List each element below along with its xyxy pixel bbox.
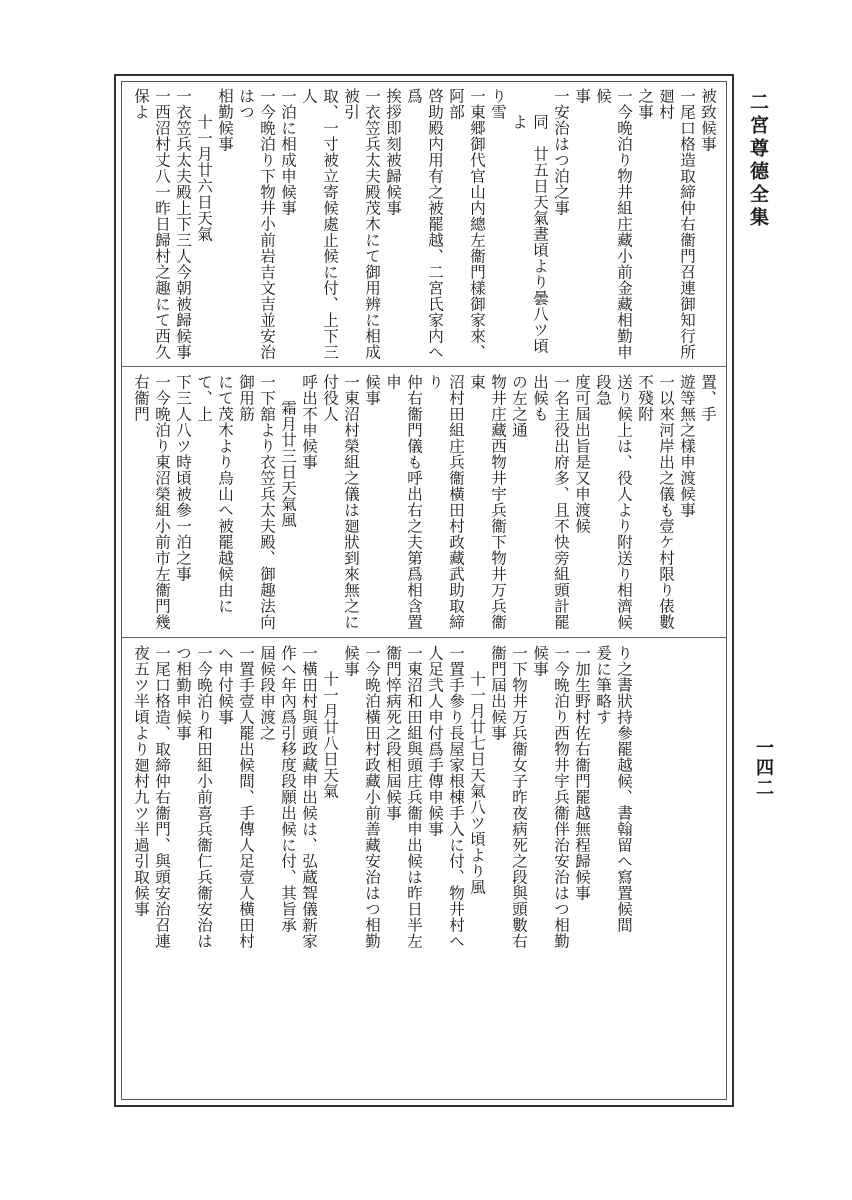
text-column: 沼村田組庄兵衞橫田村政藏武助取締り xyxy=(426,374,465,630)
text-column: 十一月廿六日天氣 xyxy=(195,114,213,242)
text-column: 爰に筆略す xyxy=(594,645,612,725)
text-column: 啓助殿内用有之被罷越、二宮氏家内へ爲 xyxy=(405,88,444,360)
text-column: 候事 xyxy=(363,374,381,406)
text-column: 相勤候事 xyxy=(216,88,234,152)
text-column: 送り候上は、役人より附送り相濟候段急 xyxy=(594,374,633,630)
text-column: 一西沼村丈八一昨日歸村之趣にて西久保よ xyxy=(132,88,171,360)
text-column: 一泊に相成申候事 xyxy=(279,88,297,216)
text-column: 霜月廿三日天氣風 xyxy=(279,400,297,528)
band-columns xyxy=(130,645,634,1095)
text-column: 下三人八ツ時頃被參一泊之事 xyxy=(174,374,192,582)
text-column: 一下舘より衣笠兵太夫殿、御趣法向御用筋 xyxy=(237,374,276,630)
text-column: 夜五ツ半頃より廻村九ツ半過引取候事 xyxy=(132,645,150,917)
text-column: 一今晩泊り東沼榮組小前市左衞門幾右衞門 xyxy=(132,374,171,630)
text-column: 事 xyxy=(573,88,591,104)
text-column: 物井庄藏西物井宇兵衞下物井万兵衞東 xyxy=(468,374,507,630)
text-column: 一安治はつ泊之事 xyxy=(552,88,570,216)
text-column: 一衣笠兵太夫殿茂木にて御用辨に相成被引 xyxy=(342,88,381,360)
band-divider xyxy=(122,366,726,367)
text-column: 一東沼和田組與頭庄兵衞申出候は昨日半左 xyxy=(405,645,423,949)
text-column: 仲右衞門儀も呼出右之夫第爲相含置申 xyxy=(384,374,423,630)
text-column: 一衣笠兵太夫殿上下三人今朝被歸候事 xyxy=(174,88,192,360)
text-column: 挨拶即刻被歸候事 xyxy=(384,88,402,216)
text-column: 十一月廿八日天氣 xyxy=(321,671,339,799)
text-column: 一尾口格造取締仲右衞門召連御知行所廻村 xyxy=(657,88,696,360)
band-columns xyxy=(130,374,718,631)
text-column: 作へ年內爲引移度段願出候に付、其旨承 xyxy=(279,645,297,933)
text-column: つ相勤申候事 xyxy=(174,645,192,741)
text-column: 遊等無之樣申渡候事 xyxy=(678,374,696,518)
text-frame xyxy=(114,74,734,1107)
text-column: の左之通 xyxy=(510,374,528,438)
text-column: 一東沼村榮組之儀は廻狀到來無之に付役人 xyxy=(321,374,360,630)
text-column: 一今晩泊り物井組庄藏小前金藏相勤申候 xyxy=(594,88,633,360)
text-column: り之書狀持參罷越候、書翰留へ寫置候間 xyxy=(615,645,633,933)
text-column: 度可屆出旨是又申渡候 xyxy=(573,374,591,534)
text-column: 一名主役出府多、且不快旁組頭計罷出候も xyxy=(531,374,570,630)
text-column: にて茂木より烏山へ被罷越候由にて、上 xyxy=(195,374,234,614)
page-number: 一四二 xyxy=(753,738,774,798)
text-band-bottom xyxy=(130,645,718,1095)
band-columns xyxy=(130,88,718,360)
text-column: 一下物井万兵衞女子昨夜病死之段與頭數右 xyxy=(510,645,528,949)
text-column: 一橫田村與頭政藏申出候は、弘蔵聟儀新家 xyxy=(300,645,318,949)
text-column: 之事 xyxy=(636,88,654,120)
text-column: 一置手參り長屋家根棟手入に付、物井村へ xyxy=(447,645,465,949)
text-column: 屆候段申渡之 xyxy=(258,645,276,741)
text-column: 候事 xyxy=(342,645,360,677)
text-column: 一今晩泊り下物井小前岩吉文吉並安治はつ xyxy=(237,88,276,360)
text-column: 衞門悴病死之段相屆候事 xyxy=(384,645,402,821)
text-column: 一今晩泊り西物井宇兵衞伴治安治はつ相勤 xyxy=(552,645,570,949)
text-column: 置、手 xyxy=(699,374,717,422)
text-band-top xyxy=(130,88,718,360)
text-column: 人足弐人申付爲手傳申候事 xyxy=(426,645,444,837)
text-column: 被致候事 xyxy=(699,88,717,152)
text-band-middle xyxy=(130,374,718,631)
text-column: 呼出不申候事 xyxy=(300,374,318,470)
text-column: 取、一寸被立寄候處止候に付、上下三人 xyxy=(300,88,339,360)
text-column: 同 廿五日天氣晝頃より曇八ツ頃よ xyxy=(510,114,549,354)
text-column: 衞門屆出候事 xyxy=(489,645,507,741)
text-column: へ申付候事 xyxy=(216,645,234,725)
text-column: 一今晩泊橫田村政藏小前善藏安治はつ相勤 xyxy=(363,645,381,949)
text-column: 一置手壹人罷出候間、手傳人足壹人橫田村 xyxy=(237,645,255,949)
page-header: 二宮尊德全集 xyxy=(747,92,769,230)
text-column: 十一月廿七日天氣八ツ頃より風 xyxy=(468,671,486,895)
band-divider xyxy=(122,637,726,638)
text-column: 一尾口格造、取締仲右衞門、與頭安治召連 xyxy=(153,645,171,949)
text-column: 一以來河岸出之儀も壹ケ村限り俵數不殘附 xyxy=(636,374,675,630)
text-column: 一今晩泊り和田組小前喜兵衞仁兵衞安治は xyxy=(195,645,213,949)
text-column: り雪 xyxy=(489,88,507,120)
text-column: 一東郷御代官山内總左衞門樣御家來、阿部 xyxy=(447,88,486,360)
text-column: 候事 xyxy=(531,645,549,677)
text-column: 一加生野村佐右衞門罷越無程歸候事 xyxy=(573,645,591,901)
